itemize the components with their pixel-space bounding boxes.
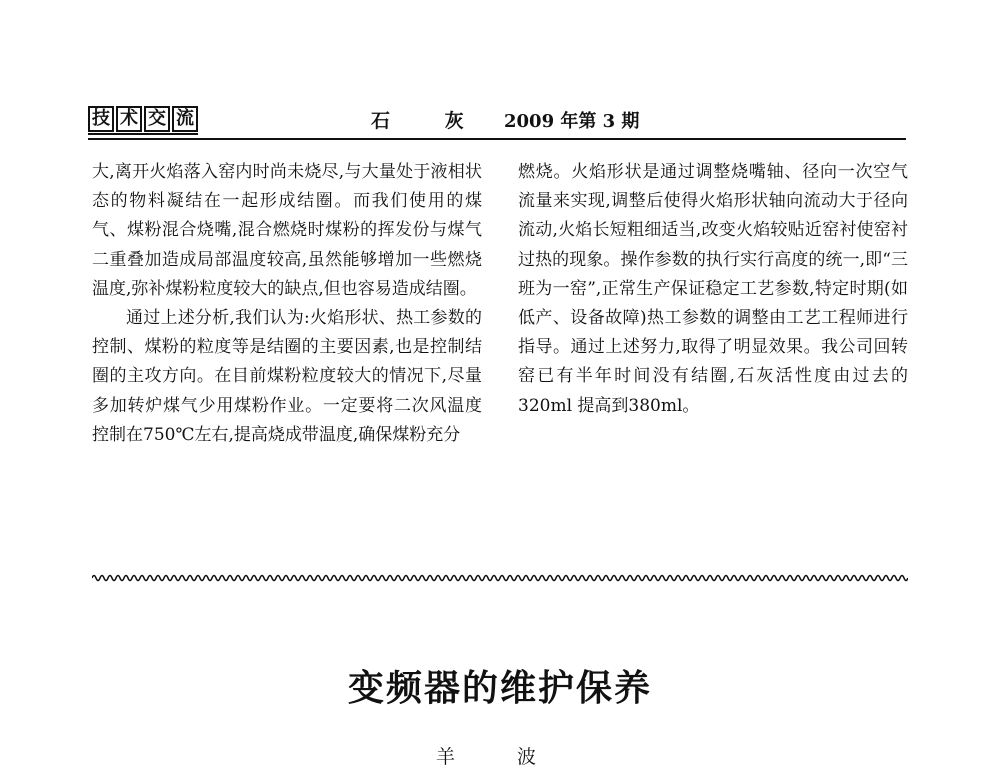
right-column bbox=[518, 158, 908, 421]
paragraph: 大,离开火焰落入窑内时尚未烧尽,与大量处于液相状态的物料凝结在一起形成结圈。而我们使用的煤气、煤粉混合烧嘴,混合燃烧时煤粉的挥发份与煤气二重叠加造成局部温度较高,虽然能够增加一些燃烧温度,弥补煤粉粒度较大的缺点,但也容易造成结圈。 bbox=[92, 162, 482, 299]
section-tag-char: 技 bbox=[88, 106, 114, 132]
header-rule bbox=[88, 138, 906, 140]
section-tag-char: 术 bbox=[116, 106, 142, 132]
section-tag bbox=[88, 106, 198, 135]
paragraph: 燃烧。火焰形状是通过调整烧嘴轴、径向一次空气流量来实现,调整后使得火焰形状轴向流动大于径向流动,火焰长短粗细适当,改变火焰较贴近窑衬使窑衬过热的现象。操作参数的执行实行高度的统一,即“三班为一窑”,正常生产保证稳定工艺参数,特定时期(如低产、设备故障)热工参数的调整由工艺工程师进行指导。通过上述努力,取得了明显效果。我公司回转窑已有半年时间没有结圈,石灰活性度由过去的 320ml 提高到380ml。 bbox=[518, 162, 908, 416]
author-byline: 羊 波 bbox=[435, 746, 565, 768]
journal-name: 石 灰 bbox=[371, 110, 488, 132]
wavy-divider bbox=[92, 572, 908, 584]
article-title: 变频器的维护保养 bbox=[347, 668, 652, 709]
paragraph: 通过上述分析,我们认为:火焰形状、热工参数的控制、煤粉的粒度等是结圈的主要因素,也是控制结圈的主攻方向。在目前煤粉粒度较大的情况下,尽量多加转炉煤气少用煤粉作业。一定要将二次风温度控制在750℃左右,提高烧成带温度,确保煤粉充分 bbox=[92, 308, 482, 445]
section-tag-char: 交 bbox=[144, 106, 170, 132]
section-tag-char: 流 bbox=[172, 106, 198, 132]
left-column bbox=[92, 158, 482, 450]
running-header bbox=[88, 104, 908, 138]
issue-number: 2009 年第 3 期 bbox=[504, 111, 640, 132]
